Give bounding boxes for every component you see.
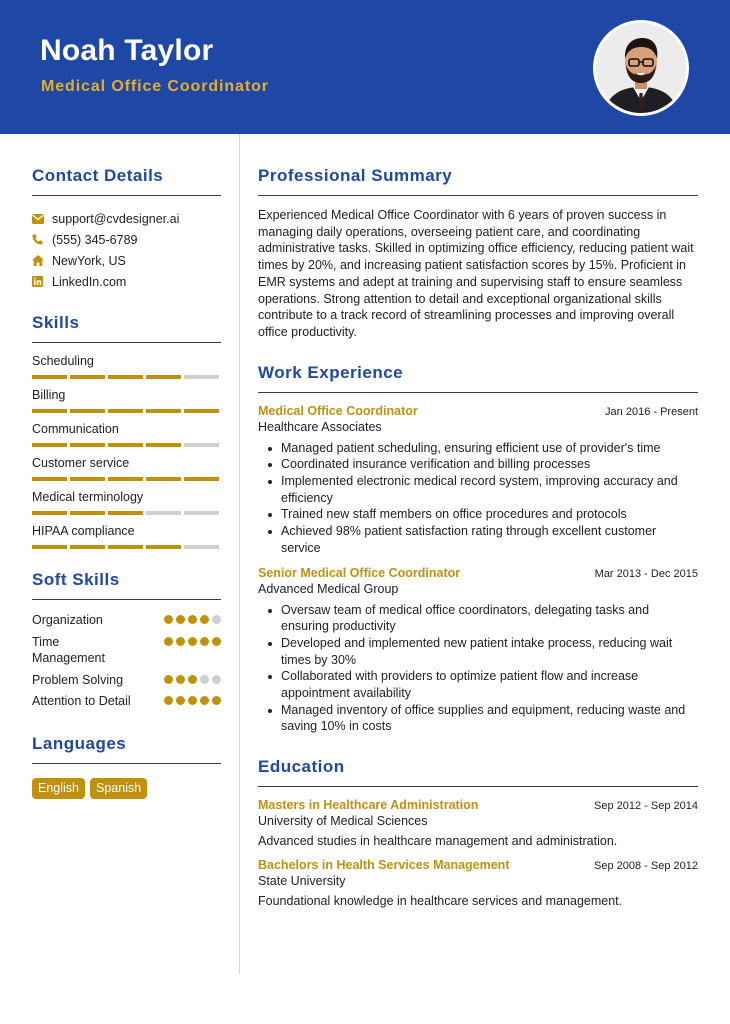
skill-level-segment [184,477,219,481]
education-title: Education [258,757,345,777]
skill-level-segment [184,443,219,447]
contact-section [32,166,221,292]
list-item: Achieved 98% patient satisfaction rating through excellent customer service [258,523,698,556]
experience-rule [258,392,698,393]
skill-level-segment [108,545,143,549]
soft-skills-list [32,612,221,710]
language-badge: Spanish [90,778,147,799]
languages-title: Languages [32,733,127,753]
right-column [258,134,698,910]
skill-level-segment [70,375,105,379]
list-item: Managed inventory of office supplies and equipment, reducing waste and saving 10% in costs [258,702,698,735]
job-title: Medical Office Coordinator [258,403,418,418]
left-column [32,134,221,799]
skill-level-segment [70,511,105,515]
skill-level-segment [32,443,67,447]
rating-dot [176,696,185,705]
home-icon [32,255,52,266]
school-name: State University [258,873,346,888]
summary-section [258,166,698,341]
experience-section [258,363,698,736]
soft-skill-item [32,672,221,689]
job-entry [258,566,698,736]
education-entry [258,858,698,910]
skill-name: HIPAA compliance [32,524,135,538]
school-name: University of Medical Sciences [258,814,428,829]
list-item: Developed and implemented new patient intake process, reducing wait times by 30% [258,635,698,668]
skill-item [32,523,221,549]
skill-name: Medical terminology [32,490,144,504]
skills-section [32,313,221,549]
rating-dot [188,637,197,646]
profile-photo [593,20,689,116]
skill-level-segment [146,511,181,515]
contact-phone [32,229,221,250]
contact-linkedin-text[interactable]: LinkedIn.com [52,274,127,289]
rating-dot [164,637,173,646]
soft-skill-name: Attention to Detail [32,694,131,708]
skills-title: Skills [32,313,80,332]
skills-list [32,353,221,549]
skill-level-bar [32,375,221,379]
soft-skill-item [32,693,221,710]
skill-level-segment [146,443,181,447]
list-item: Implemented electronic medical record system, improving accuracy and efficiency [258,473,698,506]
summary-rule [258,195,698,196]
skill-level-segment [184,511,219,515]
job-date: Mar 2013 - Dec 2015 [594,567,698,580]
contact-list [32,208,221,292]
degree-title: Bachelors in Health Services Management [258,857,510,872]
soft-skills-title: Soft Skills [32,570,120,589]
rating-dot [212,696,221,705]
skill-level-segment [108,409,143,413]
skill-level-segment [184,409,219,413]
contact-linkedin [32,271,221,292]
skill-level-segment [146,375,181,379]
skill-level-bar [32,511,221,515]
rating-dot [164,615,173,624]
contact-title: Contact Details [32,166,164,185]
job-title: Senior Medical Office Coordinator [258,565,461,580]
degree-title: Masters in Healthcare Administration [258,798,479,813]
list-item: Collaborated with providers to optimize patient flow and increase appointment availability [258,668,698,701]
rating-dot [200,615,209,624]
rating-dot [176,675,185,684]
rating-dot [200,637,209,646]
rating-dot [200,675,209,684]
rating-dot [212,637,221,646]
contact-rule [32,195,221,196]
skill-level-segment [32,477,67,481]
summary-text: Experienced Medical Office Coordinator with 6 years of proven success in managing daily operations, overseeing patient care, and coordinating administrative tasks. Skilled in optimizing office efficiency, reducing patient wait times by 20%, and increasing patient satisfaction scores by 15%. Proficient in EMR systems and adept at training and supervising staff to ensure seamless operations. Strong attention to detail and exceptional organizational skills contribute to a track record of streamlining processes and improving overall office productivity. [258,208,694,339]
soft-skills-section [32,570,221,710]
phone-icon [32,234,52,245]
languages-list [32,778,221,799]
resume-header [0,0,730,134]
skill-level-segment [108,477,143,481]
soft-skill-rating [164,615,221,624]
list-item: Trained new staff members on office procedures and protocols [258,506,698,523]
summary-title: Professional Summary [258,166,453,185]
list-item: Managed patient scheduling, ensuring efficient use of provider's time [258,440,698,457]
skill-level-segment [146,477,181,481]
skill-level-segment [184,375,219,379]
list-item: Oversaw team of medical office coordinators, delegating tasks and ensuring productivity [258,602,698,635]
skill-level-bar [32,477,221,481]
skills-rule [32,342,221,343]
education-desc: Foundational knowledge in healthcare services and management. [258,893,623,908]
job-bullets [258,440,698,557]
column-divider [239,134,240,974]
education-desc: Advanced studies in healthcare management and administration. [258,834,618,849]
language-badge: English [32,778,85,799]
skill-level-segment [70,443,105,447]
rating-dot [164,675,173,684]
envelope-icon [32,214,52,224]
skill-name: Scheduling [32,354,94,368]
skill-level-segment [70,477,105,481]
skill-level-segment [70,545,105,549]
candidate-role: Medical Office Coordinator [41,78,269,95]
skill-item [32,387,221,413]
profile-photo-image [596,23,686,113]
languages-rule [32,763,221,764]
skill-level-segment [108,443,143,447]
skill-item [32,353,221,379]
education-date: Sep 2012 - Sep 2014 [594,800,698,813]
rating-dot [188,675,197,684]
skill-level-segment [184,545,219,549]
soft-skill-item [32,634,221,667]
skill-level-bar [32,545,221,549]
soft-skill-name: Time Management [32,634,105,665]
soft-skill-rating [164,675,221,684]
soft-skill-rating [164,637,221,646]
job-entry [258,404,698,557]
contact-email-text[interactable]: support@cvdesigner.ai [52,211,180,226]
rating-dot [188,696,197,705]
skill-level-segment [70,409,105,413]
skill-name: Communication [32,422,119,436]
skill-item [32,489,221,515]
experience-title: Work Experience [258,362,404,382]
contact-location-text: NewYork, US [52,253,126,268]
skill-item [32,455,221,481]
contact-phone-text[interactable]: (555) 345-6789 [52,232,138,247]
rating-dot [176,615,185,624]
education-entry [258,798,698,850]
skill-level-segment [146,409,181,413]
candidate-name: Noah Taylor [40,34,214,67]
soft-skills-rule [32,599,221,600]
soft-skill-name: Organization [32,613,103,627]
languages-section [32,734,221,799]
skill-level-segment [32,409,67,413]
rating-dot [200,696,209,705]
skill-level-bar [32,409,221,413]
skill-level-segment [32,375,67,379]
skill-level-segment [108,375,143,379]
education-rule [258,786,698,787]
skill-name: Customer service [32,456,130,470]
contact-email [32,208,221,229]
rating-dot [164,696,173,705]
skill-name: Billing [32,388,66,402]
soft-skill-item [32,612,221,629]
skill-item [32,421,221,447]
soft-skill-name: Problem Solving [32,672,124,687]
skill-level-segment [32,545,67,549]
skill-level-segment [108,511,143,515]
skill-level-bar [32,443,221,447]
skill-level-segment [146,545,181,549]
job-bullets [258,602,698,736]
job-date: Jan 2016 - Present [605,405,698,418]
job-company: Healthcare Associates [258,419,382,434]
rating-dot [212,615,221,624]
rating-dot [176,637,185,646]
contact-location [32,250,221,271]
education-date: Sep 2008 - Sep 2012 [594,859,698,872]
education-section [258,757,698,909]
soft-skill-rating [164,696,221,705]
linkedin-icon [32,276,52,287]
job-company: Advanced Medical Group [258,581,399,596]
list-item: Coordinated insurance verification and billing processes [258,456,698,473]
skill-level-segment [32,511,67,515]
rating-dot [212,675,221,684]
rating-dot [188,615,197,624]
